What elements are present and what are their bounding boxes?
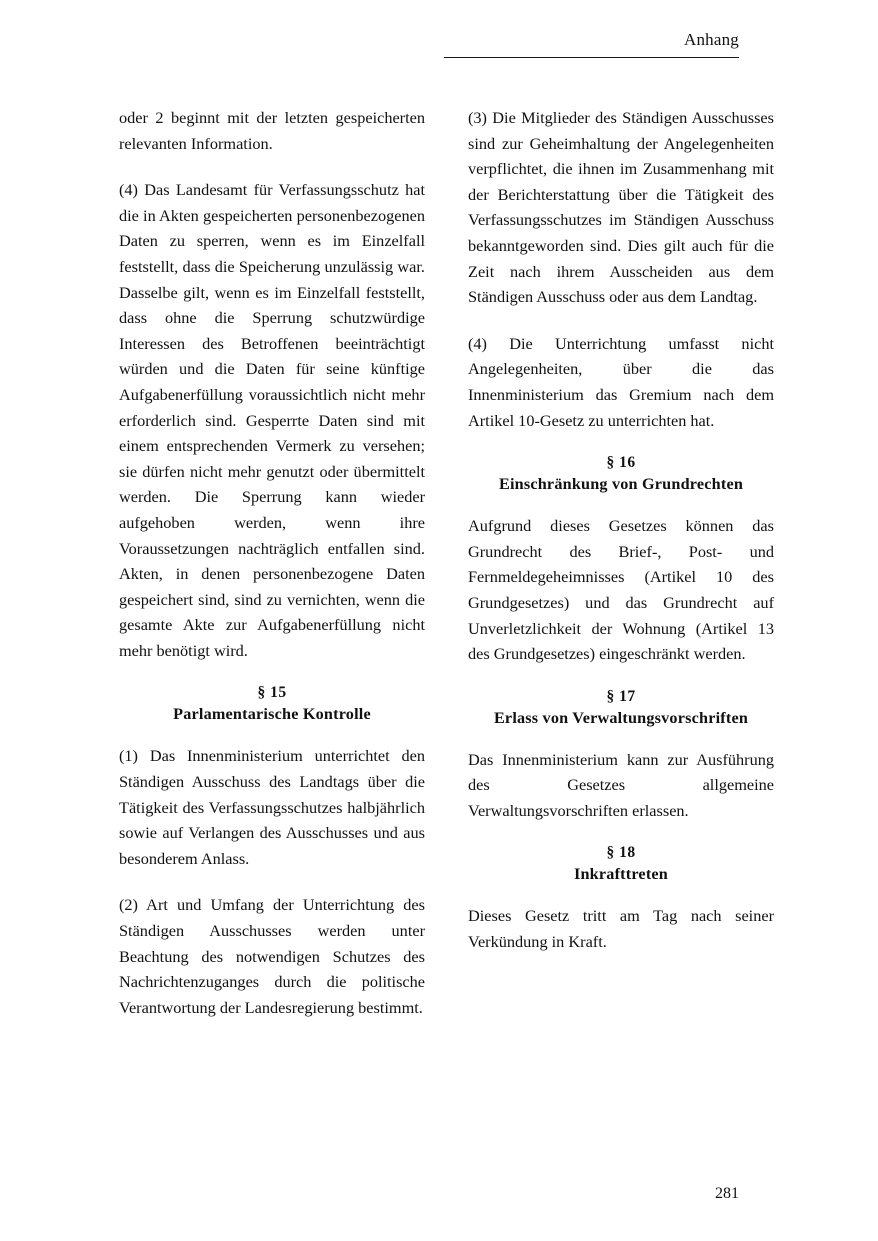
body-paragraph: (4) Das Landesamt für Verfassungsschutz hat die in Akten gespeicherten personenbezogenen Daten zu sperren, wenn es im Einzelfall feststellt, dass die Speicherung unzulässig war. Dasselbe gilt, wenn es im Einzelfall feststellt, dass ohne die Sperrung schutzwürdige Interessen des Betroffenen beeinträchtigt würden und die Daten für seine künftige Aufgabenerfüllung voraussichtlich nicht mehr erforderlich sind. Gesperrte Daten sind mit einem entsprechenden Vermerk zu versehen; sie dürfen nicht mehr genutzt oder übermittelt werden. Die Sperrung kann wieder aufgehoben werden, wenn ihre Voraussetzungen nachträglich entfallen sind. Akten, in denen personenbezogene Daten gespeichert sind, sind zu vernichten, wenn die gesamte Akte zur Aufgabenerfüllung nicht mehr benötigt wird.	[119, 180, 425, 660]
body-paragraph: oder 2 beginnt mit der letzten gespeicherten relevanten Information.	[119, 108, 425, 153]
page-header	[119, 30, 739, 64]
left-column	[119, 105, 425, 1020]
header-rule	[444, 57, 739, 58]
body-paragraph: (3) Die Mitglieder des Ständigen Ausschusses sind zur Geheimhaltung der Angelegenheiten verpflichtet, die ihnen im Zusammenhang mit der Berichterstattung über die Tätigkeit des Verfassungsschutzes im Ständigen Ausschuss bekanntgeworden sind. Dies gilt auch für die Zeit nach ihrem Ausscheiden aus dem Ständigen Ausschuss oder aus dem Landtag.	[468, 108, 774, 307]
body-paragraph: (2) Art und Umfang der Unterrichtung des Ständigen Ausschusses werden unter Beachtung des notwendigen Schutzes des Nachrichtenzuganges durch die politische Verantwortung der Landesregierung bestimmt.	[119, 895, 425, 1017]
section-title: Einschränkung von Grundrechten	[498, 475, 744, 494]
body-paragraph: Dieses Gesetz tritt am Tag nach seiner Verkündung in Kraft.	[468, 906, 774, 952]
body-paragraph: Das Innenministerium kann zur Ausführung des Gesetzes allgemeine Verwaltungsvorschriften erlassen.	[468, 749, 774, 820]
section-heading	[468, 454, 774, 494]
section-title: Inkrafttreten	[573, 865, 668, 884]
section-number: § 16	[606, 454, 636, 472]
section-number: § 17	[606, 687, 636, 705]
page-number: 281	[715, 1185, 739, 1202]
body-paragraph: (1) Das Innenministerium unterrichtet den Ständigen Ausschuss des Landtags über die Tätigkeit des Verfassungsschutzes halbjährlich sowie auf Verlangen des Ausschusses und aus besonderem Anlass.	[119, 746, 425, 868]
body-paragraph: Aufgrund dieses Gesetzes können das Grundrecht des Brief-, Post- und Fernmeldegeheimnisses (Artikel 10 des Grundgesetzes) und das Grundrecht auf Unverletzlichkeit der Wohnung (Artikel 13 des Grundgesetzes) eingeschränkt werden.	[468, 516, 774, 664]
section-heading	[468, 844, 774, 884]
section-title: Erlass von Verwaltungsvorschriften	[493, 708, 749, 727]
section-heading	[119, 684, 425, 724]
running-head: Anhang	[683, 30, 739, 49]
right-column	[468, 105, 774, 955]
section-heading	[468, 688, 774, 728]
section-number: § 18	[606, 844, 636, 862]
section-title: Parlamentarische Kontrolle	[173, 705, 371, 724]
body-paragraph: (4) Die Unterrichtung umfasst nicht Angelegenheiten, über die das Innenministerium das Gremium nach dem Artikel 10-Gesetz zu unterrichten hat.	[468, 333, 774, 430]
section-number: § 15	[257, 684, 287, 702]
